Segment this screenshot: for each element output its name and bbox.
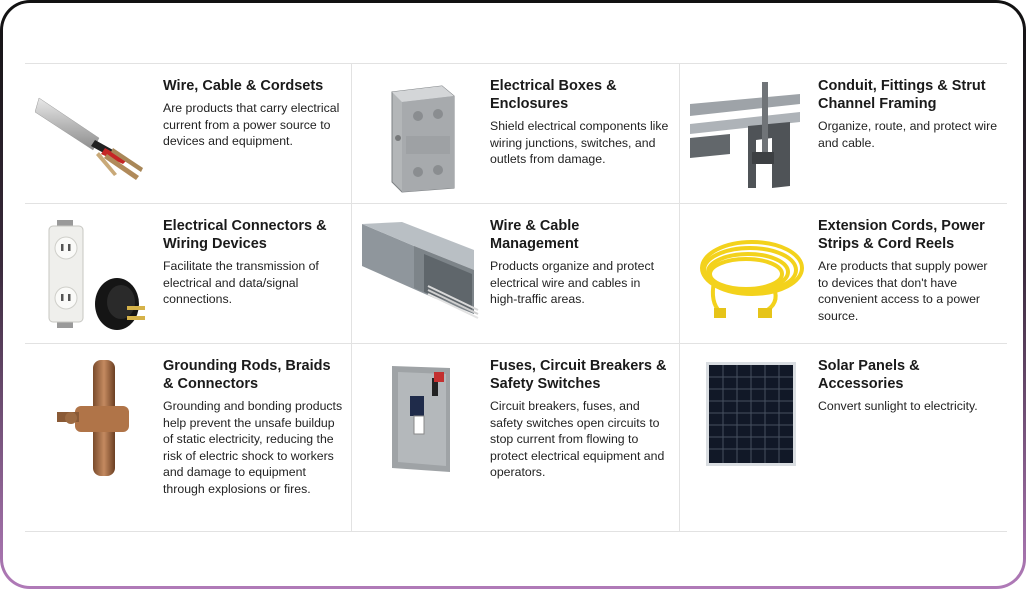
category-description: Convert sunlight to electricity. (818, 399, 978, 413)
category-description: Circuit breakers, fuses, and safety switches open circuits to stop current from flowing to protect electrical equipment and operators. (490, 399, 665, 479)
category-tile-solar[interactable] (680, 344, 1007, 531)
category-card (3, 3, 1023, 586)
grounding-rod-icon (35, 356, 155, 476)
category-tile-safety-switches[interactable] (352, 344, 680, 531)
category-tile-wire-cable[interactable] (25, 64, 352, 204)
category-tile-electrical-boxes[interactable] (352, 64, 680, 204)
category-title[interactable]: Electrical Boxes & Enclosures (490, 78, 617, 112)
category-tile-connectors[interactable] (25, 204, 352, 344)
category-description: Products organize and protect electrical wire and cables in high-traffic areas. (490, 259, 655, 306)
wire-cable-icon (35, 76, 155, 196)
category-grid (25, 63, 1007, 532)
category-title[interactable]: Grounding Rods, Braids & Connectors (163, 358, 331, 392)
category-description: Shield electrical components like wiring junctions, switches, and outlets from damage. (490, 119, 669, 166)
category-title[interactable]: Conduit, Fittings & Strut Channel Framing (818, 78, 986, 112)
category-description: Grounding and bonding products help prevent the unsafe buildup of static electricity, reducing the risk of electric shock to workers and damage to equipment through explosions or fires. (163, 399, 343, 496)
electrical-box-icon (362, 76, 482, 196)
category-title[interactable]: Wire, Cable & Cordsets (163, 78, 324, 94)
solar-panel-icon (690, 356, 810, 476)
safety-switch-icon (362, 356, 482, 476)
category-title[interactable]: Fuses, Circuit Breakers & Safety Switches (490, 358, 667, 392)
category-description: Organize, route, and protect wire and cable. (818, 119, 998, 150)
category-description: Facilitate the transmission of electrical and data/signal connections. (163, 259, 319, 306)
category-title[interactable]: Solar Panels & Accessories (818, 358, 920, 392)
extension-cord-icon (690, 216, 810, 336)
category-tile-extension-cords[interactable] (680, 204, 1007, 344)
category-tile-cable-management[interactable] (352, 204, 680, 344)
conduit-strut-icon (690, 76, 810, 196)
category-title[interactable]: Electrical Connectors & Wiring Devices (163, 218, 327, 252)
category-title[interactable]: Wire & Cable Management (490, 218, 580, 252)
category-description: Are products that carry electrical current from a power source to devices and equipment. (163, 101, 340, 148)
category-description: Are products that supply power to devices that don't have convenient access to a power source. (818, 259, 988, 323)
category-tile-conduit-strut[interactable] (680, 64, 1007, 204)
category-title[interactable]: Extension Cords, Power Strips & Cord Reels (818, 218, 985, 252)
outlet-plug-icon (35, 216, 155, 336)
wireway-icon (362, 216, 482, 336)
category-tile-grounding[interactable] (25, 344, 352, 531)
